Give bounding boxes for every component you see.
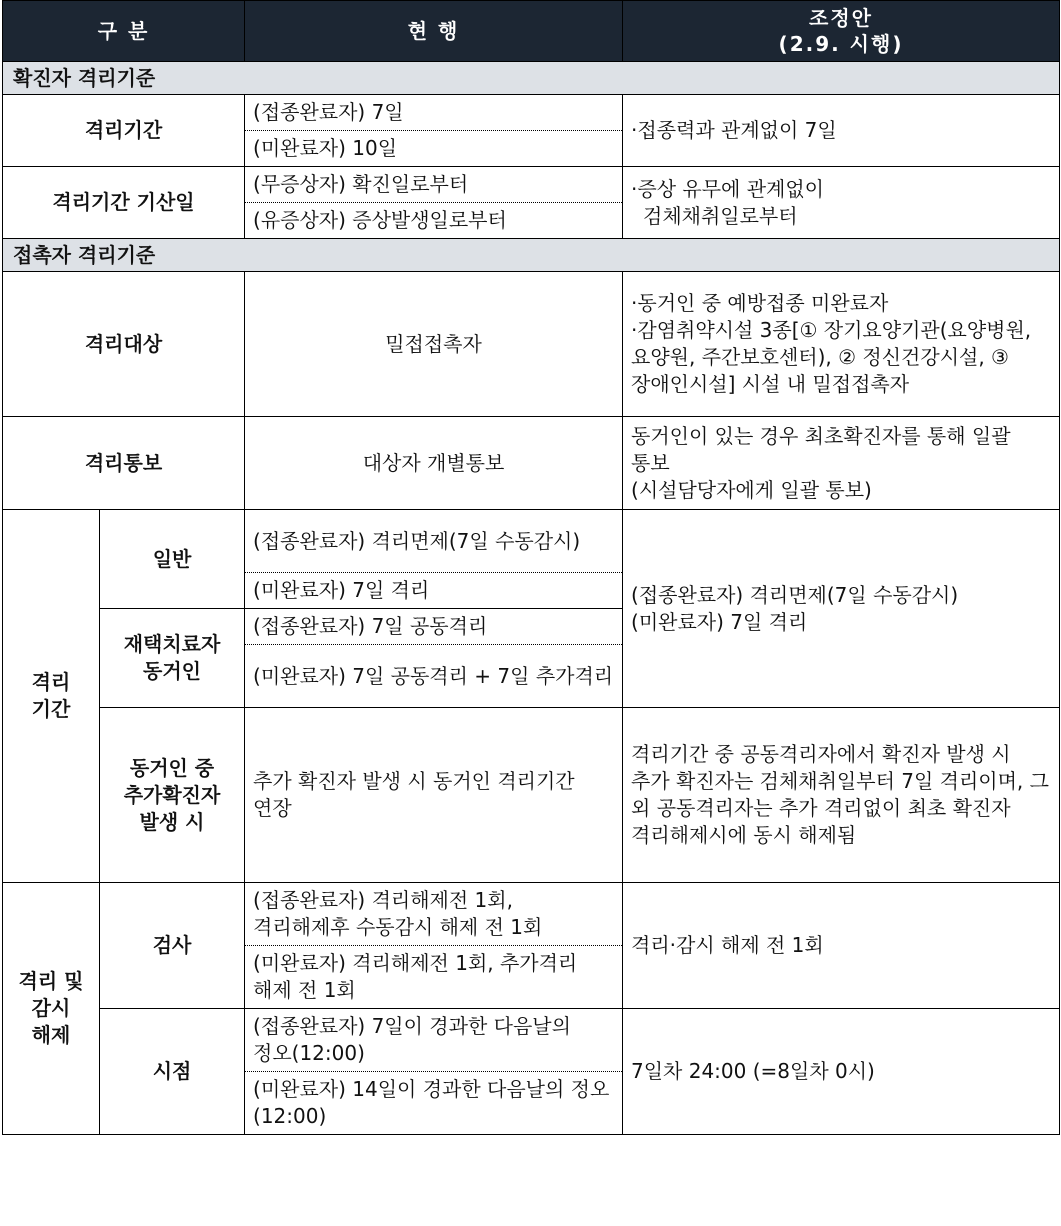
- row-label-contact-period: 격리 기간: [3, 510, 100, 883]
- header-proposed: [623, 1, 1060, 62]
- proposed-line: 검체채취일로부터: [643, 203, 798, 228]
- cell-current: 대상자 개별통보: [245, 417, 623, 510]
- section-row: [3, 239, 1060, 272]
- row-label-additional-case: 동거인 중 추가확진자 발생 시: [100, 708, 245, 883]
- cell-proposed: [623, 510, 1060, 708]
- proposed-line: ·동거인 중 예방접종 미완료자: [631, 291, 889, 315]
- proposed-line: (시설담당자에게 일괄 통보): [631, 477, 872, 502]
- cell-current: (유증상자) 증상발생일로부터: [245, 203, 623, 239]
- header-current: [245, 1, 623, 62]
- row-label-home-cohabitant: 재택치료자 동거인: [100, 609, 245, 708]
- header-proposed-title: 조정안: [809, 6, 873, 30]
- row-label-notification: 격리통보: [3, 417, 245, 510]
- cell-proposed: [623, 272, 1060, 417]
- cell-current: (미완료자) 14일이 경과한 다음날의 정오(12:00): [245, 1072, 623, 1135]
- row-label-isolation-period: 격리기간: [3, 95, 245, 167]
- row-label-timing: 시점: [100, 1009, 245, 1135]
- table-row: [3, 417, 1060, 510]
- section-row: [3, 62, 1060, 95]
- proposed-line: 동거인이 있는 경우 최초확진자를 통해 일괄 통보: [631, 423, 1011, 475]
- proposed-line: (미완료자) 7일 격리: [631, 609, 808, 634]
- section-confirmed: 확진자 격리기준: [3, 62, 1060, 95]
- table-row: [3, 883, 1060, 946]
- cell-current: (접종완료자) 7일 공동격리: [245, 609, 623, 645]
- row-label-test: 검사: [100, 883, 245, 1009]
- cell-proposed: [623, 167, 1060, 239]
- cell-current: (접종완료자) 7일이 경과한 다음날의 정오(12:00): [245, 1009, 623, 1072]
- table-row: [3, 167, 1060, 203]
- header-row: [3, 1, 1060, 62]
- cell-current: (미완료자) 7일 격리: [245, 573, 623, 609]
- cell-current: (미완료자) 10일: [245, 131, 623, 167]
- table-row: [3, 510, 1060, 573]
- row-label-general: 일반: [100, 510, 245, 609]
- cell-current: (미완료자) 격리해제전 1회, 추가격리 해제 전 1회: [245, 946, 623, 1009]
- proposed-line: (접종완료자) 격리면제(7일 수동감시): [631, 582, 959, 607]
- header-category-label: 구 분: [97, 19, 150, 43]
- cell-proposed: 7일차 24:00 (=8일차 0시): [623, 1009, 1060, 1135]
- cell-current: (접종완료자) 격리해제전 1회, 격리해제후 수동감시 해제 전 1회: [245, 883, 623, 946]
- row-label-release: 격리 및 감시 해제: [3, 883, 100, 1135]
- cell-current: (접종완료자) 격리면제(7일 수동감시): [245, 510, 623, 573]
- row-label-isolation-target: 격리대상: [3, 272, 245, 417]
- table-row: [3, 1009, 1060, 1072]
- section-contact: 접촉자 격리기준: [3, 239, 1060, 272]
- quarantine-comparison-table: [2, 0, 1060, 1135]
- cell-proposed: 격리·감시 해제 전 1회: [623, 883, 1060, 1009]
- header-current-label: 현 행: [407, 19, 460, 43]
- cell-current: (미완료자) 7일 공동격리 + 7일 추가격리: [245, 645, 623, 708]
- cell-proposed: [623, 417, 1060, 510]
- header-proposed-date: (2.9. 시행): [778, 32, 904, 56]
- table-row: [3, 272, 1060, 417]
- header-category: [3, 1, 245, 62]
- cell-current: (접종완료자) 7일: [245, 95, 623, 131]
- table-row: [3, 708, 1060, 883]
- cell-proposed: ·접종력과 관계없이 7일: [623, 95, 1060, 167]
- cell-current: 추가 확진자 발생 시 동거인 격리기간 연장: [245, 708, 623, 883]
- proposed-line: ·감염취약시설 3종[① 장기요양기관(요양병원, 요양원, 주간보호센터), ② 정신건강시설, ③ 장애인시설] 시설 내 밀접접촉자: [631, 318, 1032, 396]
- cell-current: (무증상자) 확진일로부터: [245, 167, 623, 203]
- cell-proposed: 격리기간 중 공동격리자에서 확진자 발생 시 추가 확진자는 검체채취일부터 7일 격리이며, 그 외 공동격리자는 추가 격리없이 최초 확진자 격리해제시에 동시 해제됨: [623, 708, 1060, 883]
- table-row: [3, 95, 1060, 131]
- proposed-line: ·증상 유무에 관계없이: [631, 176, 824, 201]
- row-label-period-start: 격리기간 기산일: [3, 167, 245, 239]
- cell-current: 밀접접촉자: [245, 272, 623, 417]
